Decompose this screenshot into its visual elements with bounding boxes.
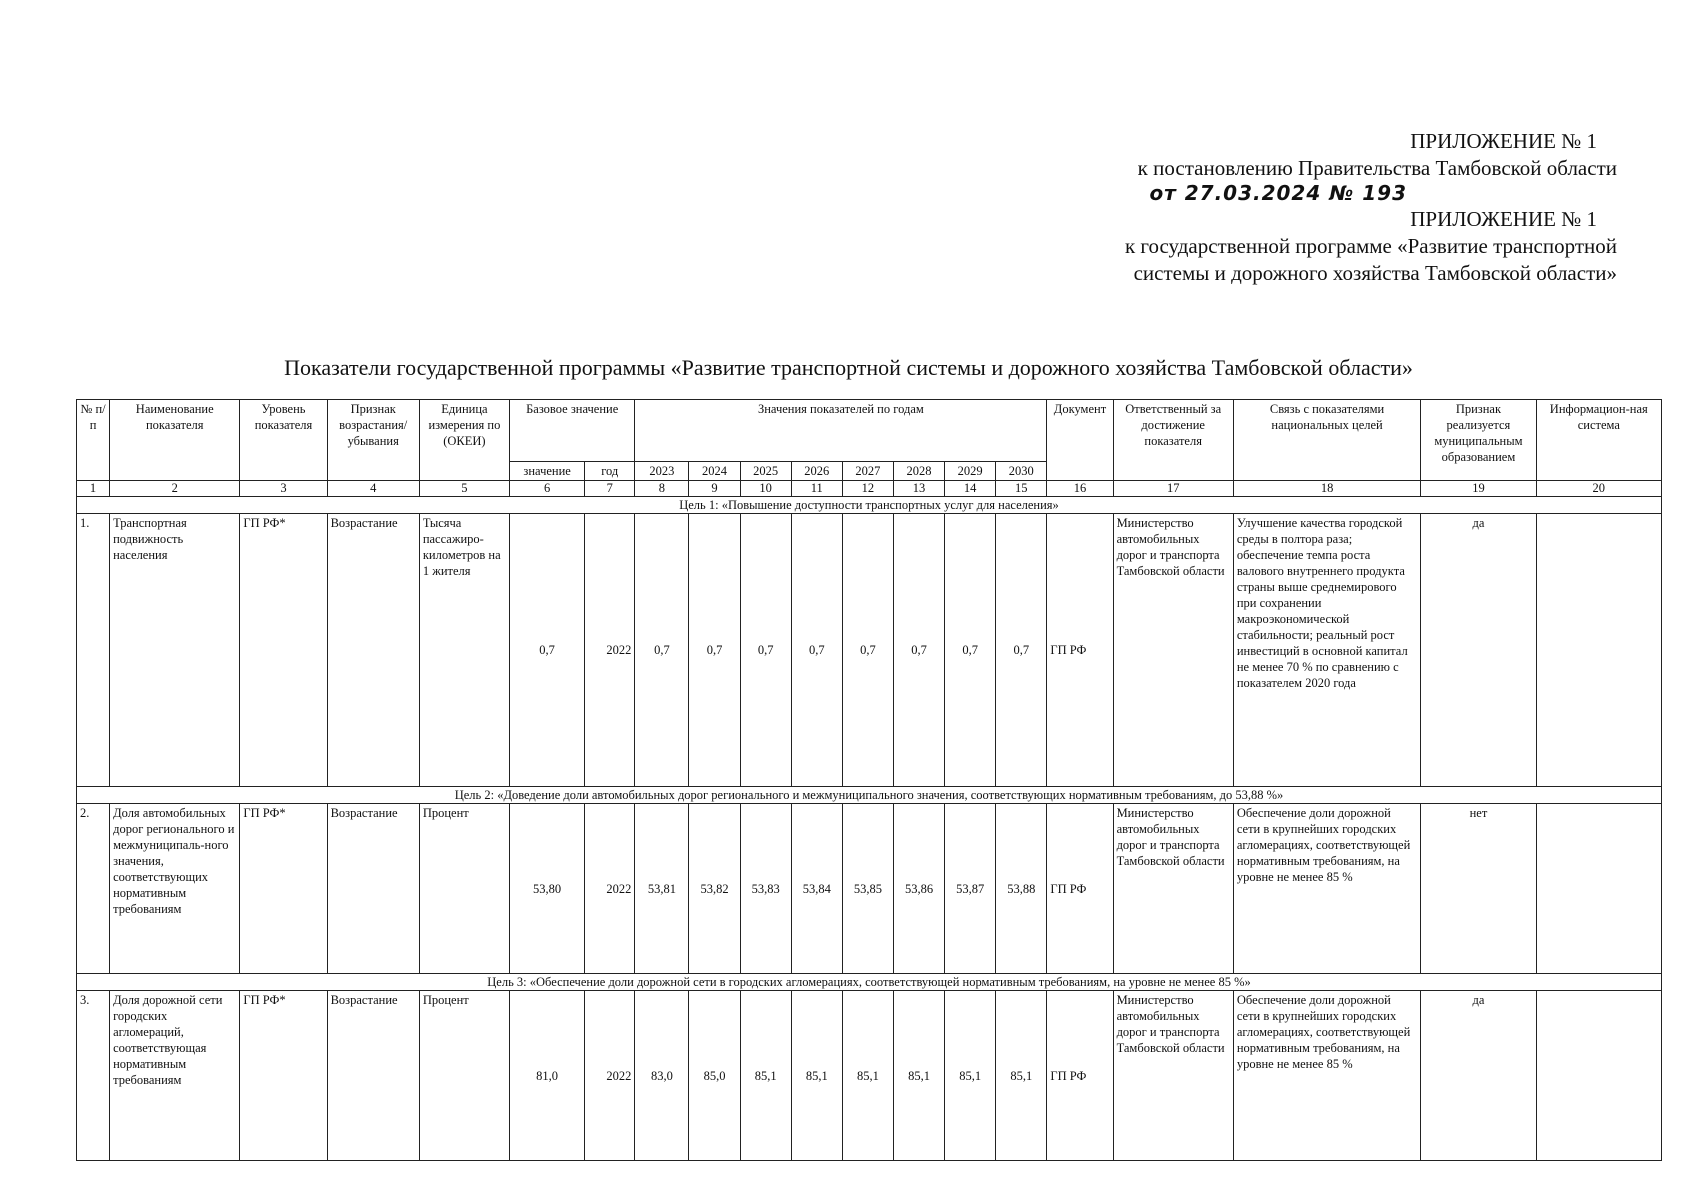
header-year: 2023 [635,462,689,481]
indicator-year-value: 0,7 [842,514,893,787]
indicator-year-value: 0,7 [635,514,689,787]
indicator-row [77,804,1662,974]
header-infosys: Информацион-ная система [1536,400,1661,481]
indicator-level: ГП РФ* [240,991,327,1161]
goal-title: Цель 1: «Повышение доступности транспортных услуг для населения» [77,497,1662,514]
column-number: 11 [791,481,842,497]
header-unit: Единица измерения по (ОКЕИ) [419,400,509,481]
header-responsible: Ответственный за достижение показателя [1113,400,1233,481]
indicator-infosys [1536,991,1661,1161]
indicator-unit: Процент [419,804,509,974]
indicator-base-value: 0,7 [510,514,585,787]
indicator-level: ГП РФ* [240,804,327,974]
indicator-year-value: 53,83 [740,804,791,974]
goal-row [77,974,1662,991]
indicator-base-year: 2022 [585,514,635,787]
column-number: 13 [893,481,944,497]
indicator-year-value: 85,1 [996,991,1047,1161]
indicator-municipal: да [1421,991,1536,1161]
indicator-year-value: 53,82 [689,804,740,974]
column-number: 9 [689,481,740,497]
indicator-year-value: 85,1 [945,991,996,1161]
indicator-year-value: 85,1 [893,991,944,1161]
indicator-year-value: 0,7 [791,514,842,787]
program-line-2: системы и дорожного хозяйства Тамбовской области» [1133,261,1617,285]
indicator-sign: Возрастание [327,804,419,974]
header-years-group: Значения показателей по годам [635,400,1047,462]
header-year: 2030 [996,462,1047,481]
indicator-sign: Возрастание [327,514,419,787]
header-sign: Признак возрастания/ убывания [327,400,419,481]
header-link: Связь с показателями национальных целей [1233,400,1420,481]
goal-title: Цель 3: «Обеспечение доли дорожной сети в городских агломерациях, соответствующей нормативным требованиям, на уровне не менее 85 %» [77,974,1662,991]
indicator-year-value: 0,7 [689,514,740,787]
header-year: 2027 [842,462,893,481]
goal-title: Цель 2: «Доведение доли автомобильных дорог регионального и межмуниципального значения, соответствующих нормативным требованиям, до 53,88 %» [77,787,1662,804]
indicator-base-year: 2022 [585,804,635,974]
indicator-row [77,514,1662,787]
header-base-value: значение [510,462,585,481]
goal-row [77,497,1662,514]
indicator-year-value: 53,88 [996,804,1047,974]
header-year: 2026 [791,462,842,481]
appendix-title-2: ПРИЛОЖЕНИЕ № 1 [1410,207,1597,231]
indicator-row [77,991,1662,1161]
program-line-1: к государственной программе «Развитие транспортной [1124,234,1617,258]
column-number: 10 [740,481,791,497]
indicator-year-value: 85,1 [842,991,893,1161]
column-number: 12 [842,481,893,497]
header-year: 2029 [945,462,996,481]
indicators-table-wrapper [76,399,1662,1161]
indicator-infosys [1536,804,1661,974]
column-number: 6 [510,481,585,497]
decree-line: к постановлению Правительства Тамбовской области [1137,156,1617,180]
document-title: Показатели государственной программы «Развитие транспортной системы и дорожного хозяйства Тамбовской области» [284,355,1413,380]
column-number: 4 [327,481,419,497]
indicator-year-value: 53,81 [635,804,689,974]
indicator-name: Транспортная подвижность населения [110,514,240,787]
indicator-responsible: Министерство автомобильных дорог и транспорта Тамбовской области [1113,991,1233,1161]
indicator-municipal: нет [1421,804,1536,974]
header-municipal: Признак реализуется муниципальным образованием [1421,400,1536,481]
indicator-responsible: Министерство автомобильных дорог и транспорта Тамбовской области [1113,514,1233,787]
column-number-row [77,481,1662,497]
column-number: 15 [996,481,1047,497]
indicator-num: 1. [77,514,110,787]
indicator-year-value: 53,86 [893,804,944,974]
indicator-name: Доля автомобильных дорог регионального и межмуниципаль-ного значения, соответствующих нормативным требованиям [110,804,240,974]
indicator-year-value: 53,84 [791,804,842,974]
indicator-year-value: 85,0 [689,991,740,1161]
indicator-base-year: 2022 [585,991,635,1161]
header-num: № п/п [77,400,110,481]
indicator-unit: Тысяча пассажиро-километров на 1 жителя [419,514,509,787]
column-number: 19 [1421,481,1536,497]
indicator-municipal: да [1421,514,1536,787]
indicator-document: ГП РФ [1047,514,1113,787]
indicator-level: ГП РФ* [240,514,327,787]
appendix-title-1: ПРИЛОЖЕНИЕ № 1 [1410,129,1597,153]
indicator-national-link: Обеспечение доли дорожной сети в крупнейших городских агломерациях, соответствующей нормативным требованиям, на уровне не менее 85 % [1233,991,1420,1161]
column-number: 17 [1113,481,1233,497]
header-year: 2024 [689,462,740,481]
header-year: 2025 [740,462,791,481]
goal-row [77,787,1662,804]
indicator-document: ГП РФ [1047,991,1113,1161]
indicator-responsible: Министерство автомобильных дорог и транспорта Тамбовской области [1113,804,1233,974]
indicator-national-link: Улучшение качества городской среды в полтора раза; обеспечение темпа роста валового внутреннего продукта страны выше среднемирового при сохранении макроэкономической стабильности; реальный рост инвестиций в основной капитал не менее 70 % по сравнению с показателем 2020 года [1233,514,1420,787]
indicator-national-link: Обеспечение доли дорожной сети в крупнейших городских агломерациях, соответствующей нормативным требованиям, на уровне не менее 85 % [1233,804,1420,974]
column-number: 16 [1047,481,1113,497]
indicator-unit: Процент [419,991,509,1161]
indicator-sign: Возрастание [327,991,419,1161]
header-level: Уровень показателя [240,400,327,481]
indicator-year-value: 0,7 [893,514,944,787]
column-number: 2 [110,481,240,497]
column-number: 5 [419,481,509,497]
indicator-year-value: 85,1 [740,991,791,1161]
indicators-table [76,399,1662,1161]
indicator-base-value: 81,0 [510,991,585,1161]
column-number: 1 [77,481,110,497]
indicator-year-value: 53,85 [842,804,893,974]
indicator-year-value: 0,7 [945,514,996,787]
column-number: 20 [1536,481,1661,497]
column-number: 8 [635,481,689,497]
decree-handwritten-date: от 27.03.2024 № 193 [1149,181,1407,205]
indicator-num: 3. [77,991,110,1161]
indicator-infosys [1536,514,1661,787]
header-document: Документ [1047,400,1113,481]
indicator-year-value: 53,87 [945,804,996,974]
indicator-num: 2. [77,804,110,974]
indicator-year-value: 83,0 [635,991,689,1161]
column-number: 14 [945,481,996,497]
indicator-name: Доля дорожной сети городских агломераций, соответствующая нормативным требованиям [110,991,240,1161]
column-number: 18 [1233,481,1420,497]
indicator-base-value: 53,80 [510,804,585,974]
column-number: 3 [240,481,327,497]
appendix-header [997,128,1617,287]
header-base: Базовое значение [510,400,635,462]
header-base-year: год [585,462,635,481]
indicator-year-value: 0,7 [740,514,791,787]
header-name: Наименование показателя [110,400,240,481]
indicator-year-value: 85,1 [791,991,842,1161]
indicator-year-value: 0,7 [996,514,1047,787]
column-number: 7 [585,481,635,497]
indicator-document: ГП РФ [1047,804,1113,974]
header-year: 2028 [893,462,944,481]
